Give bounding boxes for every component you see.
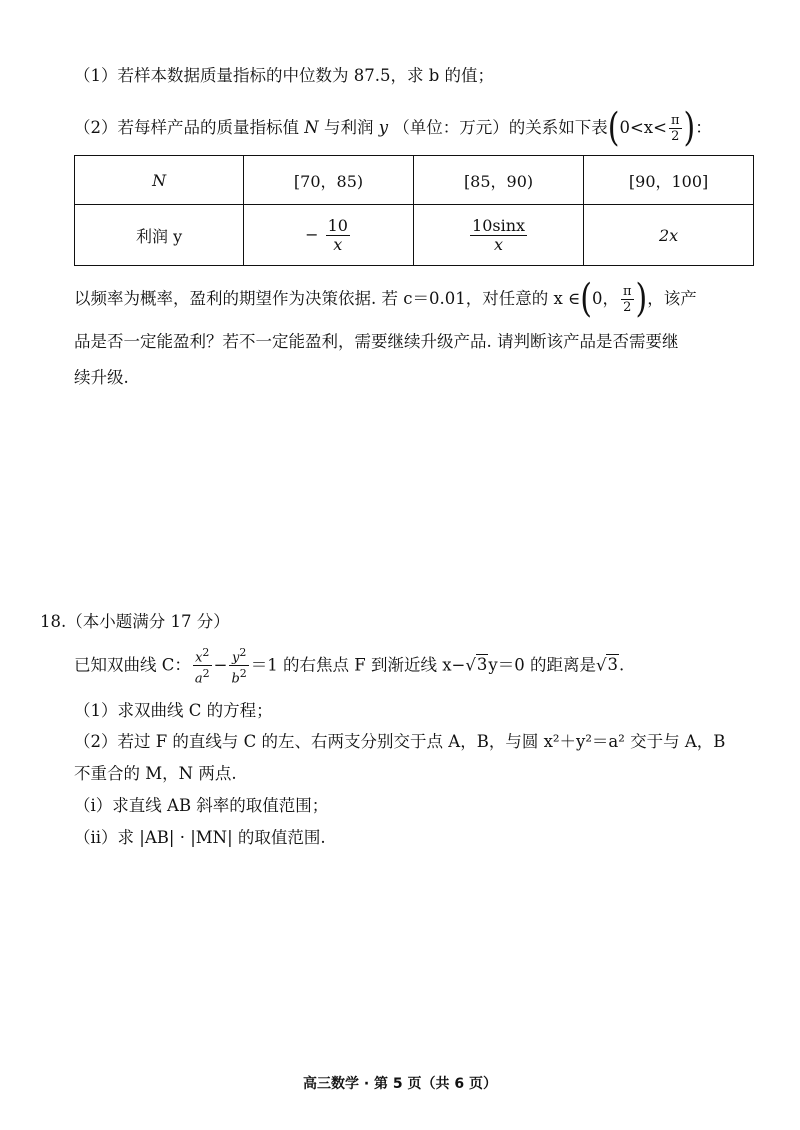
table-cell: $\frac{10\sin x}{x}$ xyxy=(413,205,583,266)
q17-para-line2: 品是否一定能盈利？若不一定能盈利，需要继续升级产品. 请判断该产品是否需要继 xyxy=(74,332,679,351)
q18-sub-i: （i）求直线 AB 斜率的取值范围； xyxy=(74,796,329,815)
q18-part1: （1）求双曲线 C 的方程； xyxy=(74,701,273,720)
table-header-cell: [90，100] xyxy=(584,156,754,205)
profit-table xyxy=(74,155,754,266)
q17-colon: ： xyxy=(695,118,712,137)
q18-part2-line2: 不重合的 M，N 两点. xyxy=(74,764,237,783)
pi-over-2: $\frac{\pi}{2}$ xyxy=(670,113,680,144)
q17-part2: （2）若每样产品的质量指标值 N 与利润 y （单位：万元）的关系如下表(0<x< $\frac{\pi}{2}$ )： xyxy=(74,105,712,151)
q18-sub-ii: （ii）求 |AB| · |MN| 的取值范围. xyxy=(74,828,326,847)
q17-part2-y: y xyxy=(378,118,389,137)
q17-part1: （1）若样本数据质量指标的中位数为 87.5，求 b 的值； xyxy=(74,66,495,85)
page-footer: 高三数学 · 第 5 页（共 6 页） xyxy=(302,1076,498,1092)
q17-cond-left: 0<x< xyxy=(619,118,667,137)
q18-header: 18.（本小题满分 17 分） xyxy=(40,612,230,631)
q17-para-line3: 续升级. xyxy=(74,368,129,387)
q17-part2-prefix: （2）若每样产品的质量指标值 xyxy=(74,118,299,137)
q18-part2-line1: （2）若过 F 的直线与 C 的左、右两支分别交于点 A，B，与圆 x²＋y²＝a² 交于与 A，B xyxy=(74,732,726,751)
table-row-label: 利润 y xyxy=(75,205,244,266)
q18-given: 已知双曲线 C： $\frac{x^2}{a^2}$ − $\frac{y^2}{b^2}$ ＝1 的右焦点 F 到渐近线 x−√3y＝0 的距离是√3. xyxy=(74,646,625,687)
table-header-cell: N xyxy=(75,156,244,205)
q17-para-line1: 以频率为概率，盈利的期望作为决策依据. 若 c＝0.01，对任意的 x ∈(0， $\frac{\pi}{2}$ )，该产 xyxy=(74,276,697,322)
table-cell: 2x xyxy=(584,205,754,266)
table-header-cell: [70，85) xyxy=(244,156,414,205)
q17-part2-middle: 与利润 xyxy=(323,118,374,137)
table-cell: − $\frac{10}{x}$ xyxy=(244,205,414,266)
q17-part2-unit: （单位：万元）的关系如下表 xyxy=(393,118,608,137)
table-row xyxy=(75,205,754,266)
q17-part2-N: N xyxy=(304,118,319,137)
table-row xyxy=(75,156,754,205)
table-header-cell: [85，90) xyxy=(413,156,583,205)
